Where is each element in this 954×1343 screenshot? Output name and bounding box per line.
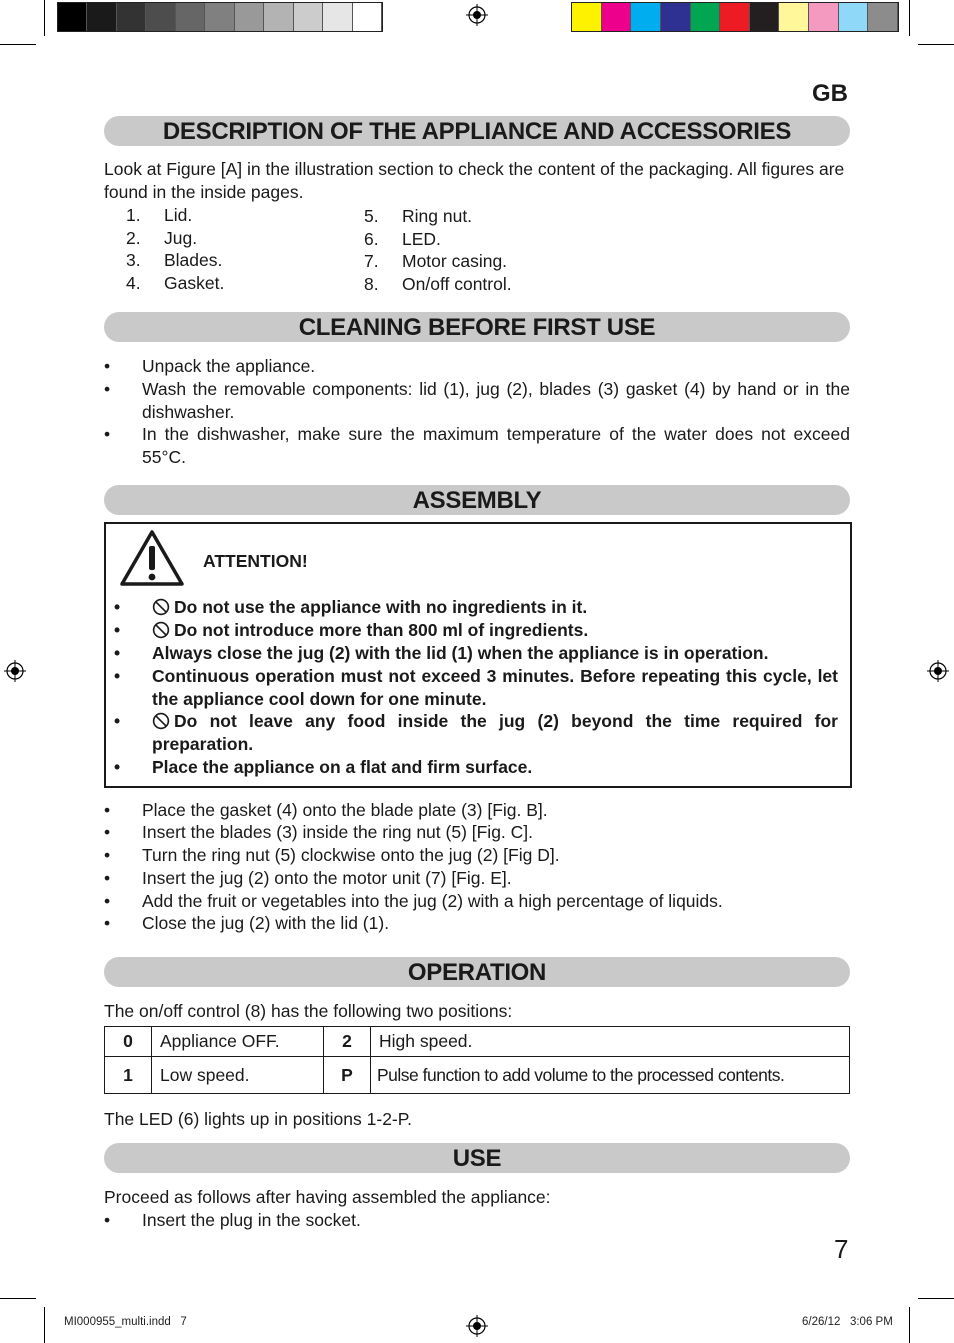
item-number: 5. [364, 206, 379, 226]
table-row [105, 1057, 850, 1094]
registration-mark-icon [466, 4, 488, 26]
section-heading-assembly: ASSEMBLY [104, 485, 850, 515]
color-swatch [602, 3, 632, 31]
operation-intro: The on/off control (8) has the following two positions: [104, 1001, 513, 1021]
crop-mark [918, 44, 954, 45]
item-label: LED. [402, 229, 441, 249]
color-swatch [146, 3, 175, 31]
color-swatch [750, 3, 780, 31]
process-color-bar [571, 2, 899, 32]
bullet-text: Wash the removable components: lid (1), jug (2), blades (3) gasket (4) by hand or in the dishwasher. [142, 379, 850, 422]
item-number: 6. [364, 229, 379, 249]
registration-mark-icon [4, 660, 26, 682]
warning-text: Do not leave any food inside the jug (2) beyond the time required for preparation. [152, 711, 838, 754]
bullet-text: In the dishwasher, make sure the maximum temperature of the water does not exceed 55°C. [142, 424, 850, 467]
item-number: 4. [126, 273, 141, 293]
warning-text: Do not use the appliance with no ingredients in it. [174, 597, 588, 617]
section-heading-use: USE [104, 1143, 850, 1173]
section-heading-operation: OPERATION [104, 957, 850, 987]
bullet-mark: • [104, 913, 111, 933]
crop-mark [44, 1307, 45, 1343]
warning-item [114, 710, 838, 756]
position-key: 1 [105, 1057, 152, 1094]
crop-mark [44, 0, 45, 36]
bullet-mark: • [104, 845, 111, 865]
bullet-item [104, 378, 850, 424]
bullet-mark: • [104, 800, 111, 820]
bullet-mark: • [114, 620, 121, 640]
bullet-text: Insert the jug (2) onto the motor unit (7) [Fig. E]. [142, 868, 512, 888]
warning-item [114, 596, 838, 619]
bullet-text: Unpack the appliance. [142, 356, 316, 376]
bullet-item [104, 821, 850, 844]
crop-mark [909, 1307, 910, 1343]
warning-line [152, 710, 838, 756]
color-swatch [58, 3, 87, 31]
prohibited-icon [152, 712, 170, 730]
attention-title: ATTENTION! [203, 551, 308, 571]
item-label: Blades. [164, 250, 223, 270]
color-swatch [323, 3, 352, 31]
item-number: 3. [126, 250, 141, 270]
section-heading-cleaning: CLEANING BEFORE FIRST USE [104, 312, 850, 342]
item-label: Jug. [164, 228, 198, 248]
registration-mark-icon [927, 660, 949, 682]
bullet-mark: • [104, 822, 111, 842]
bullet-mark: • [104, 356, 111, 376]
warning-triangle-icon [118, 528, 186, 588]
warning-text: Do not introduce more than 800 ml of ingredients. [174, 620, 589, 640]
prohibited-icon [152, 621, 170, 639]
warning-text: Continuous operation must not exceed 3 minutes. Before repeating this cycle, let the appliance cool down for one minute. [152, 666, 838, 709]
bullet-mark: • [114, 757, 121, 777]
color-swatch [661, 3, 691, 31]
item-number: 7. [364, 251, 379, 271]
page-number: 7 [834, 1234, 849, 1264]
bullet-mark: • [114, 666, 121, 686]
item-label: On/off control. [402, 274, 512, 294]
bullet-item [104, 1209, 850, 1232]
color-swatch [839, 3, 869, 31]
bullet-mark: • [114, 597, 121, 617]
warning-line [152, 619, 838, 642]
description-intro: Look at Figure [A] in the illustration section to check the content of the packaging. All figures are found in the inside pages. [104, 159, 845, 202]
bullet-mark: • [114, 711, 121, 731]
grayscale-color-bar [57, 2, 383, 32]
bullet-item [104, 912, 850, 935]
bullet-item [104, 355, 850, 378]
crop-mark [909, 0, 910, 36]
position-value: High speed. [371, 1027, 850, 1057]
bullet-mark: • [114, 643, 121, 663]
bullet-item [104, 799, 850, 822]
item-label: Gasket. [164, 273, 225, 293]
color-swatch [294, 3, 323, 31]
bullet-text: Close the jug (2) with the lid (1). [142, 913, 390, 933]
bullet-item [104, 423, 850, 469]
bullet-mark: • [104, 891, 111, 911]
crop-mark [918, 1298, 954, 1299]
color-swatch [572, 3, 602, 31]
color-swatch [691, 3, 721, 31]
bullet-text: Insert the blades (3) inside the ring nut (5) [Fig. C]. [142, 822, 534, 842]
bullet-item [104, 867, 850, 890]
item-label: Lid. [164, 205, 193, 225]
bullet-text: Place the gasket (4) onto the blade plate (3) [Fig. B]. [142, 800, 548, 820]
warning-item [114, 642, 838, 665]
warning-item [114, 756, 838, 779]
warning-text: Place the appliance on a flat and firm surface. [152, 757, 533, 777]
bullet-item [104, 844, 850, 867]
bullet-mark: • [104, 379, 111, 399]
bullet-text: Turn the ring nut (5) clockwise onto the jug (2) [Fig D]. [142, 845, 560, 865]
registration-mark-icon [466, 1315, 488, 1337]
color-swatch [117, 3, 146, 31]
prohibited-icon [152, 598, 170, 616]
color-swatch [631, 3, 661, 31]
language-code: GB [812, 80, 848, 107]
bullet-mark: • [104, 1210, 111, 1230]
color-swatch [353, 3, 382, 31]
color-swatch [205, 3, 234, 31]
bullet-text: Insert the plug in the socket. [142, 1210, 361, 1230]
crop-mark [0, 1298, 36, 1299]
color-swatch [779, 3, 809, 31]
section-heading-description: DESCRIPTION OF THE APPLIANCE AND ACCESSORIES [104, 116, 850, 146]
color-swatch [720, 3, 750, 31]
item-number: 1. [126, 205, 141, 225]
item-label: Ring nut. [402, 206, 473, 226]
position-value: Pulse function to add volume to the processed contents. [371, 1057, 850, 1094]
warning-text: Always close the jug (2) with the lid (1) when the appliance is in operation. [152, 643, 769, 663]
position-value: Appliance OFF. [152, 1027, 324, 1057]
color-swatch [176, 3, 205, 31]
print-timestamp: 6/26/12 3:06 PM [802, 1316, 893, 1328]
file-slug: MI000955_multi.indd 7 [64, 1316, 187, 1328]
use-intro: Proceed as follows after having assembled the appliance: [104, 1187, 551, 1207]
color-swatch [809, 3, 839, 31]
table-row [105, 1027, 850, 1057]
crop-mark [0, 44, 36, 45]
positions-table [104, 1026, 850, 1094]
item-label: Motor casing. [402, 251, 508, 271]
position-key: 0 [105, 1027, 152, 1057]
item-number: 2. [126, 228, 141, 248]
bullet-mark: • [104, 424, 111, 444]
color-swatch [264, 3, 293, 31]
bullet-item [104, 890, 850, 913]
position-value: Low speed. [152, 1057, 324, 1094]
warning-item [114, 665, 838, 711]
bullet-mark: • [104, 868, 111, 888]
position-key: 2 [324, 1027, 371, 1057]
led-note: The LED (6) lights up in positions 1-2-P. [104, 1109, 413, 1129]
warning-line [152, 596, 838, 619]
item-number: 8. [364, 274, 379, 294]
color-swatch [235, 3, 264, 31]
position-key: P [324, 1057, 371, 1094]
warning-item [114, 619, 838, 642]
color-swatch [868, 3, 898, 31]
bullet-text: Add the fruit or vegetables into the jug (2) with a high percentage of liquids. [142, 891, 723, 911]
color-swatch [87, 3, 116, 31]
